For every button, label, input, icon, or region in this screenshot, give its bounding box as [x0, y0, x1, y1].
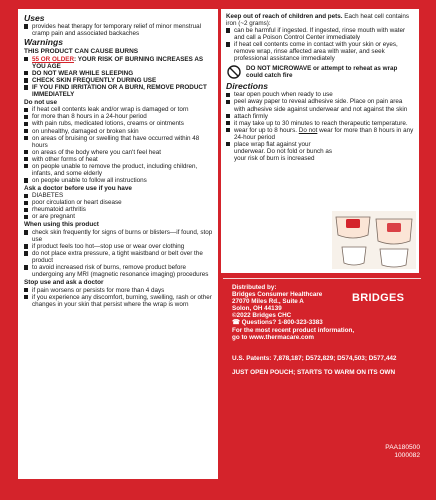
microwave-warning-row	[226, 65, 414, 79]
wrap-placement-illustration	[332, 211, 416, 269]
open-pouch-note: JUST OPEN POUCH; STARTS TO WARM ON ITS OWN	[232, 369, 396, 376]
warnings-list	[24, 56, 213, 98]
list-item: if heat cell contents come in contact with your skin or eyes, remove wrap, rinse affected area with water, and seek professional assistance immediately	[226, 41, 414, 62]
list-item: peel away paper to reveal adhesive side. Place on pain area with adhesive side against underwear and not against the skin	[226, 98, 414, 112]
product-codes	[385, 444, 420, 460]
list-item: on unhealthy, damaged or broken skin	[24, 128, 213, 135]
do-not-use-heading: Do not use	[24, 98, 58, 106]
phone-icon: ☎	[232, 319, 242, 327]
distributor-line: For the most recent product information,	[232, 326, 355, 334]
keep-out-list	[226, 27, 414, 62]
keep-out-bold: Keep out of reach of children and pets.	[226, 13, 343, 20]
list-item: check skin frequently for signs of burns or blisters—if found, stop use	[24, 229, 213, 243]
age-warning-text: : YOUR RISK OF BURNING INCREASES AS YOU AGE	[32, 55, 204, 70]
list-item: tear open pouch when ready to use	[226, 91, 414, 98]
dir5-underline: Do not	[298, 126, 318, 134]
distributor-line: Bridges Consumer Healthcare	[232, 291, 323, 299]
ask-doctor-list	[24, 192, 213, 220]
list-item: CHECK SKIN FREQUENTLY DURING USE	[24, 77, 213, 84]
directions-heading: Directions	[226, 81, 269, 92]
list-item: poor circulation or heart disease	[24, 199, 213, 206]
list-item: place wrap flat against your underwear. Do not fold or bunch as your risk of burn is increased	[226, 141, 334, 162]
brand-name: BRIDGES	[352, 292, 405, 304]
list-item: if pain worsens or persists for more than 4 days	[24, 287, 213, 294]
microwave-warning-text: DO NOT MICROWAVE or attempt to reheat as wrap could catch fire	[246, 65, 398, 80]
list-item: if heat cell contents leak and/or wrap is damaged or torn	[24, 106, 213, 113]
stop-use-heading: Stop use and ask a doctor	[24, 279, 104, 287]
list-item: to avoid increased risk of burns, remove product before undergoing any MRI (magnetic resonance imaging) procedures	[24, 264, 213, 278]
divider	[223, 278, 421, 279]
age-warning-item	[24, 56, 213, 70]
questions-text: Questions? 1-800-323-3383	[241, 319, 323, 327]
when-using-list	[24, 229, 213, 278]
list-item: or are pregnant	[24, 213, 213, 220]
distributor-line: ©2022 Bridges CHC	[232, 312, 292, 320]
list-item: attach firmly	[226, 113, 414, 120]
list-item: it may take up to 30 minutes to reach therapeutic temperature.	[226, 120, 414, 127]
list-item: DIABETES	[24, 192, 213, 199]
stop-use-list	[24, 287, 213, 308]
uses-heading: Uses	[24, 13, 45, 23]
dir5-before: wear for up to 8 hours.	[234, 126, 299, 134]
list-item: on people unable to follow all instructions	[24, 177, 213, 184]
directions-list	[226, 91, 414, 161]
questions-line	[232, 319, 418, 326]
uses-list	[24, 23, 213, 37]
list-item: rheumatoid arthritis	[24, 206, 213, 213]
list-item: for more than 8 hours in a 24-hour period	[24, 113, 213, 120]
list-item: with pain rubs, medicated lotions, creams or ointments	[24, 120, 213, 127]
code-line: PAA180500	[385, 444, 420, 451]
code-line: 1000082	[394, 452, 420, 459]
list-item: on areas of the body where you can't feel heat	[24, 149, 213, 156]
distributor-line: Solon, OH 44139	[232, 305, 282, 313]
list-item: provides heat therapy for temporary relief of minor menstrual cramp pain and associated backaches	[24, 23, 213, 37]
list-item: on people unable to remove the product, including children, infants, and some elderly	[24, 163, 213, 177]
keep-out-rest: Each heat cell contains iron (~2 grams):	[226, 13, 410, 28]
drug-facts-left-panel	[18, 9, 218, 479]
drug-facts-right-panel	[221, 9, 419, 273]
list-item: if you experience any discomfort, burning, swelling, rash or other changes in your skin that persist where the wrap is worn	[24, 294, 213, 308]
distributor-line: 27070 Miles Rd., Suite A	[232, 298, 304, 306]
distributor-line: Distributed by:	[232, 284, 277, 291]
burn-warning-heading: THIS PRODUCT CAN CAUSE BURNS	[24, 48, 139, 56]
keep-out-of-reach	[226, 13, 414, 27]
list-item: do not place extra pressure, a tight waistband or belt over the product	[24, 250, 213, 264]
ask-doctor-heading: Ask a doctor before use if you have	[24, 184, 132, 192]
bridges-logo	[352, 292, 420, 306]
list-item: IF YOU FIND IRRITATION OR A BURN, REMOVE PRODUCT IMMEDIATELY	[24, 84, 213, 98]
age-warning-emphasis: 55 OR OLDER	[32, 55, 74, 63]
list-item: if product feels too hot—stop use or wear over clothing	[24, 243, 213, 250]
do-not-use-list	[24, 106, 213, 184]
list-item: DO NOT WEAR WHILE SLEEPING	[24, 70, 213, 77]
patents-line: U.S. Patents: 7,878,187; D572,829; D574,503; D577,442	[232, 355, 397, 362]
when-using-heading: When using this product	[24, 221, 99, 229]
list-item: on areas of bruising or swelling that have occurred within 48 hours	[24, 135, 213, 149]
dir5-after: wear for more than 8 hours in any 24-hour period	[234, 126, 414, 141]
list-item: can be harmful if ingested. If ingested, rinse mouth with water and call a Poison Control Center immediately	[226, 27, 414, 41]
warnings-heading: Warnings	[24, 37, 63, 48]
list-item: with other forms of heat	[24, 156, 213, 163]
no-microwave-icon	[226, 65, 242, 79]
list-item	[226, 127, 414, 141]
distributor-line: go to www.thermacare.com	[232, 333, 314, 341]
